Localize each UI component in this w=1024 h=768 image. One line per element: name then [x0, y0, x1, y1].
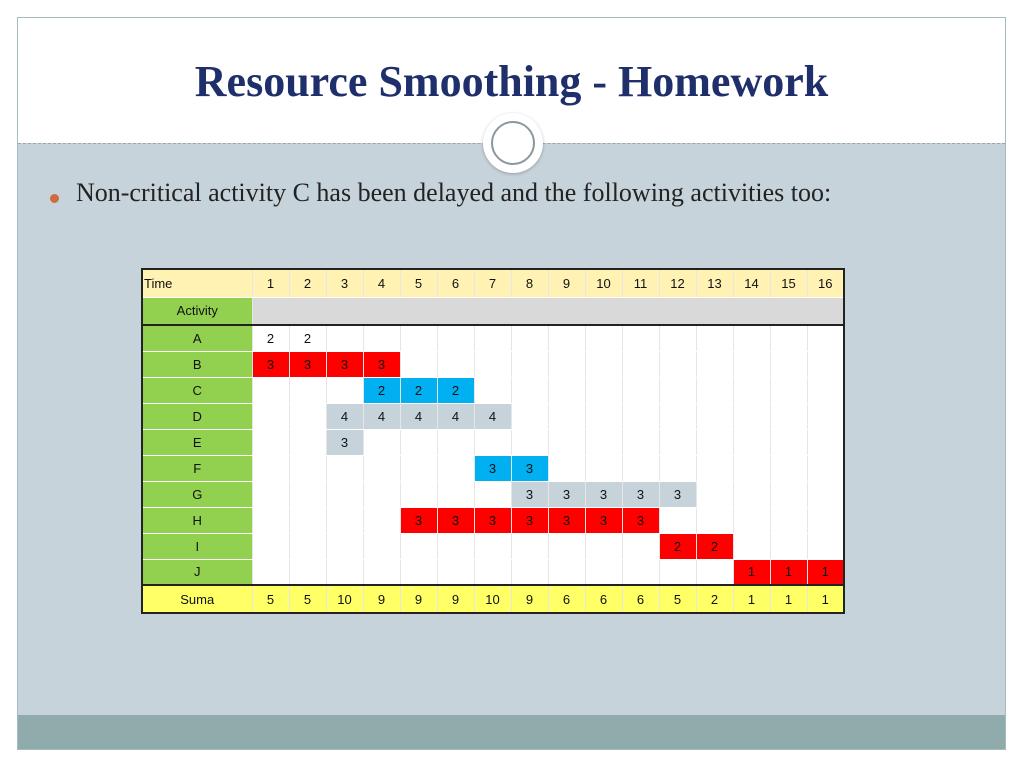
resource-cell — [252, 533, 289, 559]
resource-cell — [400, 429, 437, 455]
resource-cell — [696, 429, 733, 455]
resource-cell: 2 — [400, 377, 437, 403]
day-header: 7 — [474, 269, 511, 297]
resource-cell — [585, 351, 622, 377]
resource-cell — [474, 377, 511, 403]
resource-cell — [696, 377, 733, 403]
resource-cell: 1 — [770, 559, 807, 585]
resource-cell — [733, 455, 770, 481]
day-header: 10 — [585, 269, 622, 297]
resource-cell — [474, 481, 511, 507]
activity-name: C — [142, 377, 252, 403]
resource-cell — [363, 507, 400, 533]
resource-cell — [363, 559, 400, 585]
day-header: 16 — [807, 269, 844, 297]
table-row — [142, 533, 844, 559]
activity-name: B — [142, 351, 252, 377]
resource-cell — [511, 351, 548, 377]
resource-cell: 3 — [474, 507, 511, 533]
resource-cell — [326, 325, 363, 351]
resource-cell — [548, 325, 585, 351]
resource-cell: 3 — [511, 455, 548, 481]
resource-cell: 3 — [548, 481, 585, 507]
resource-cell — [733, 481, 770, 507]
suma-cell: 9 — [363, 585, 400, 613]
resource-cell — [807, 533, 844, 559]
resource-cell — [585, 403, 622, 429]
activity-name: F — [142, 455, 252, 481]
suma-cell: 5 — [289, 585, 326, 613]
resource-cell — [807, 351, 844, 377]
resource-cell — [770, 377, 807, 403]
resource-cell — [363, 429, 400, 455]
resource-cell — [807, 377, 844, 403]
resource-cell — [252, 559, 289, 585]
resource-cell — [770, 429, 807, 455]
resource-cell: 1 — [807, 559, 844, 585]
resource-cell: 3 — [511, 507, 548, 533]
table-row — [142, 377, 844, 403]
resource-cell — [585, 559, 622, 585]
circle-ornament-icon — [483, 113, 543, 173]
resource-cell — [363, 455, 400, 481]
resource-cell — [511, 325, 548, 351]
resource-cell — [400, 351, 437, 377]
suma-cell: 5 — [252, 585, 289, 613]
resource-cell — [585, 325, 622, 351]
resource-cell: 4 — [437, 403, 474, 429]
resource-cell — [363, 325, 400, 351]
resource-cell — [400, 559, 437, 585]
activity-name: D — [142, 403, 252, 429]
resource-cell — [548, 429, 585, 455]
resource-cell — [511, 559, 548, 585]
resource-cell — [252, 481, 289, 507]
resource-cell — [807, 403, 844, 429]
resource-cell: 3 — [326, 429, 363, 455]
table-row — [142, 429, 844, 455]
resource-cell — [289, 377, 326, 403]
resource-cell — [659, 559, 696, 585]
suma-cell: 10 — [474, 585, 511, 613]
resource-cell — [474, 325, 511, 351]
resource-cell — [696, 403, 733, 429]
day-header: 8 — [511, 269, 548, 297]
resource-cell — [807, 455, 844, 481]
resource-cell — [363, 533, 400, 559]
resource-cell — [511, 403, 548, 429]
resource-cell — [696, 351, 733, 377]
resource-cell — [807, 507, 844, 533]
resource-cell — [622, 455, 659, 481]
table-row — [142, 481, 844, 507]
resource-cell — [289, 455, 326, 481]
slide-title: Resource Smoothing - Homework — [194, 57, 829, 106]
activity-header-row — [142, 297, 844, 325]
table-row — [142, 403, 844, 429]
resource-cell — [733, 403, 770, 429]
resource-cell — [807, 325, 844, 351]
resource-cell — [733, 377, 770, 403]
suma-cell: 6 — [622, 585, 659, 613]
resource-cell — [548, 403, 585, 429]
resource-cell — [733, 429, 770, 455]
resource-cell — [585, 533, 622, 559]
table-row — [142, 325, 844, 351]
table-row — [142, 351, 844, 377]
suma-cell: 9 — [437, 585, 474, 613]
resource-cell: 3 — [659, 481, 696, 507]
resource-cell: 3 — [511, 481, 548, 507]
day-header: 4 — [363, 269, 400, 297]
resource-cell: 2 — [659, 533, 696, 559]
resource-cell — [289, 533, 326, 559]
resource-cell: 3 — [548, 507, 585, 533]
activity-name: I — [142, 533, 252, 559]
resource-cell — [437, 455, 474, 481]
resource-cell — [585, 455, 622, 481]
resource-cell — [252, 429, 289, 455]
activity-name: A — [142, 325, 252, 351]
resource-cell — [400, 325, 437, 351]
day-header: 14 — [733, 269, 770, 297]
day-header: 5 — [400, 269, 437, 297]
resource-cell — [511, 377, 548, 403]
activity-name: G — [142, 481, 252, 507]
suma-cell: 6 — [585, 585, 622, 613]
resource-cell — [289, 481, 326, 507]
resource-cell — [252, 377, 289, 403]
resource-cell — [326, 481, 363, 507]
resource-cell — [474, 429, 511, 455]
resource-cell — [548, 455, 585, 481]
day-header: 6 — [437, 269, 474, 297]
bullet-text: Non-critical activity C has been delayed and the following activities too: — [76, 178, 832, 207]
day-header: 15 — [770, 269, 807, 297]
resource-cell — [548, 351, 585, 377]
resource-cell: 4 — [400, 403, 437, 429]
resource-cell — [770, 351, 807, 377]
resource-cell — [548, 533, 585, 559]
resource-cell: 3 — [326, 351, 363, 377]
resource-cell — [437, 559, 474, 585]
suma-cell: 5 — [659, 585, 696, 613]
suma-cell: 6 — [548, 585, 585, 613]
resource-cell — [326, 377, 363, 403]
suma-cell: 9 — [400, 585, 437, 613]
suma-row — [142, 585, 844, 613]
resource-cell: 3 — [289, 351, 326, 377]
bullet-dot-icon — [50, 194, 59, 203]
resource-cell — [770, 455, 807, 481]
day-header: 1 — [252, 269, 289, 297]
footer-band — [18, 715, 1005, 749]
time-label: Time — [142, 269, 252, 297]
activity-label: Activity — [142, 297, 252, 325]
resource-cell — [585, 429, 622, 455]
resource-cell — [548, 559, 585, 585]
activity-name: J — [142, 559, 252, 585]
resource-cell: 4 — [326, 403, 363, 429]
resource-cell — [622, 429, 659, 455]
activity-name: E — [142, 429, 252, 455]
suma-cell: 1 — [770, 585, 807, 613]
resource-cell — [696, 455, 733, 481]
resource-cell — [437, 351, 474, 377]
resource-table — [141, 268, 845, 614]
resource-cell — [622, 325, 659, 351]
resource-cell — [696, 325, 733, 351]
resource-cell — [807, 481, 844, 507]
resource-cell — [511, 429, 548, 455]
resource-cell — [770, 325, 807, 351]
resource-cell — [437, 325, 474, 351]
resource-cell — [622, 377, 659, 403]
day-header: 9 — [548, 269, 585, 297]
resource-cell — [363, 481, 400, 507]
suma-label: Suma — [142, 585, 252, 613]
resource-cell — [659, 429, 696, 455]
resource-cell: 3 — [585, 507, 622, 533]
slide — [17, 17, 1006, 750]
day-header: 12 — [659, 269, 696, 297]
resource-cell — [289, 559, 326, 585]
resource-cell: 3 — [622, 481, 659, 507]
resource-cell — [659, 325, 696, 351]
suma-cell: 10 — [326, 585, 363, 613]
resource-cell: 3 — [252, 351, 289, 377]
resource-cell — [696, 481, 733, 507]
resource-cell — [326, 533, 363, 559]
resource-cell — [807, 429, 844, 455]
resource-cell — [696, 559, 733, 585]
resource-cell — [585, 377, 622, 403]
resource-cell — [770, 533, 807, 559]
resource-cell — [733, 325, 770, 351]
table-row — [142, 455, 844, 481]
resource-cell — [437, 481, 474, 507]
resource-cell — [289, 507, 326, 533]
resource-cell — [733, 507, 770, 533]
resource-cell: 3 — [474, 455, 511, 481]
resource-cell — [474, 533, 511, 559]
resource-cell — [622, 533, 659, 559]
resource-cell: 4 — [363, 403, 400, 429]
day-header: 13 — [696, 269, 733, 297]
resource-cell: 2 — [289, 325, 326, 351]
resource-cell — [622, 403, 659, 429]
resource-cell — [659, 377, 696, 403]
resource-cell: 2 — [437, 377, 474, 403]
resource-cell — [437, 533, 474, 559]
resource-cell: 3 — [400, 507, 437, 533]
resource-cell: 1 — [733, 559, 770, 585]
resource-cell — [696, 507, 733, 533]
resource-cell — [659, 403, 696, 429]
resource-cell — [770, 481, 807, 507]
resource-cell — [326, 455, 363, 481]
suma-cell: 1 — [807, 585, 844, 613]
resource-cell: 3 — [363, 351, 400, 377]
resource-cell — [659, 455, 696, 481]
suma-cell: 2 — [696, 585, 733, 613]
resource-cell — [252, 507, 289, 533]
resource-cell — [474, 351, 511, 377]
resource-cell — [770, 507, 807, 533]
resource-cell: 3 — [585, 481, 622, 507]
resource-cell — [252, 403, 289, 429]
resource-cell — [622, 351, 659, 377]
resource-cell: 3 — [437, 507, 474, 533]
resource-cell — [326, 507, 363, 533]
table-row — [142, 559, 844, 585]
resource-cell — [733, 533, 770, 559]
resource-cell — [622, 559, 659, 585]
resource-cell — [474, 559, 511, 585]
day-header: 3 — [326, 269, 363, 297]
resource-cell: 3 — [622, 507, 659, 533]
resource-cell — [548, 377, 585, 403]
resource-cell — [733, 351, 770, 377]
resource-cell — [659, 351, 696, 377]
day-header: 11 — [622, 269, 659, 297]
time-header-row — [142, 269, 844, 297]
activity-header-fill — [252, 297, 844, 325]
resource-cell — [289, 429, 326, 455]
resource-cell — [659, 507, 696, 533]
suma-cell: 1 — [733, 585, 770, 613]
resource-cell — [400, 481, 437, 507]
day-header: 2 — [289, 269, 326, 297]
resource-cell — [326, 559, 363, 585]
resource-cell — [511, 533, 548, 559]
resource-cell: 2 — [252, 325, 289, 351]
circle-ornament-inner — [491, 121, 535, 165]
activity-name: H — [142, 507, 252, 533]
resource-cell: 4 — [474, 403, 511, 429]
resource-cell — [437, 429, 474, 455]
resource-cell — [770, 403, 807, 429]
resource-cell — [400, 455, 437, 481]
table-row — [142, 507, 844, 533]
resource-cell — [400, 533, 437, 559]
resource-cell: 2 — [363, 377, 400, 403]
resource-cell — [252, 455, 289, 481]
resource-cell — [289, 403, 326, 429]
resource-cell: 2 — [696, 533, 733, 559]
suma-cell: 9 — [511, 585, 548, 613]
